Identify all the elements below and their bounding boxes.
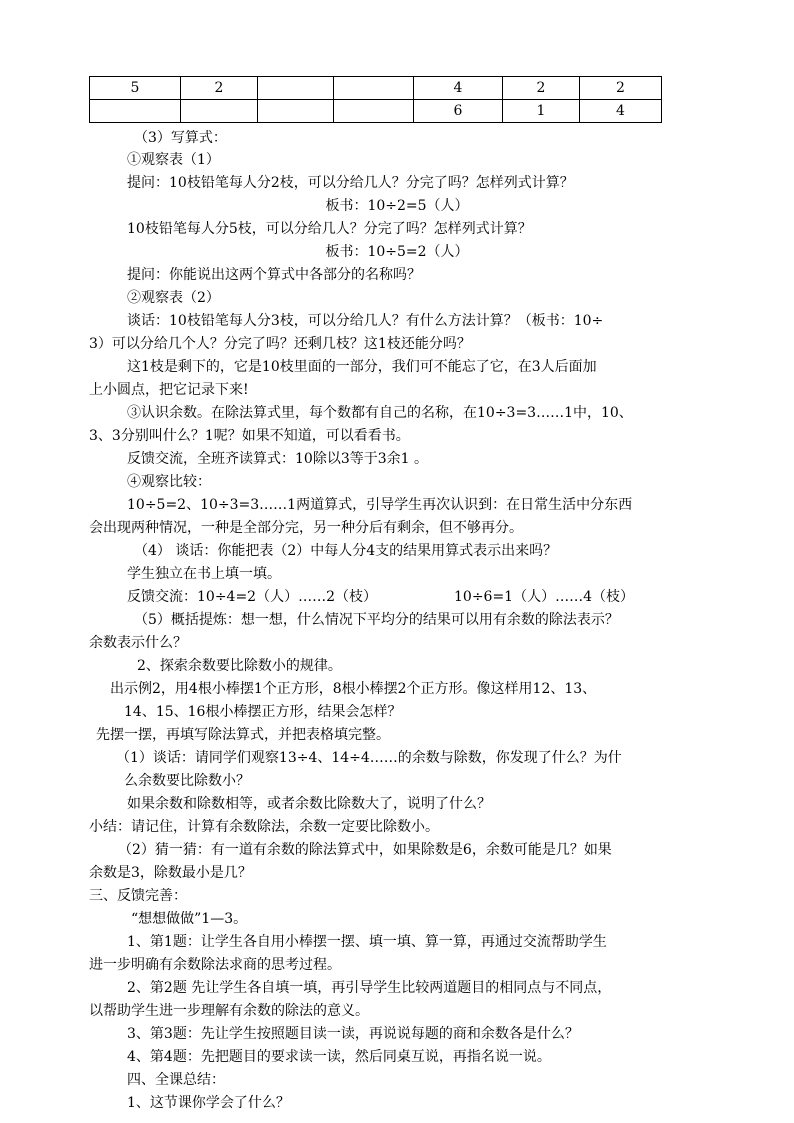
text-line: 先摆一摆，再填写除法算式，并把表格填完整。 — [96, 727, 390, 743]
text-line: 余数表示什么？ — [89, 635, 187, 651]
table-cell: 4 — [414, 77, 503, 100]
text-line: 余数是3，除数最小是几？ — [89, 865, 252, 881]
text-line: 4、第4题：先把题目的要求读一读，然后同桌互说，再指名说一说。 — [127, 1049, 551, 1065]
text-line: ④观察比较： — [127, 474, 211, 490]
text-line: 提问：10枝铅笔每人分2枝，可以分给几人？分完了吗？怎样列式计算？ — [127, 175, 574, 191]
table-cell — [334, 100, 414, 123]
text-line: 学生独立在书上填一填。 — [127, 566, 281, 582]
text-line: 3、第3题：先让学生按照题目读一读，再说说每题的商和余数各是什么？ — [127, 1026, 579, 1042]
table-cell: 5 — [90, 77, 181, 100]
text-line: 小结：请记住，计算有余数除法，余数一定要比除数小。 — [89, 819, 439, 835]
text-line: ①观察表（1） — [127, 152, 220, 168]
text-line: 反馈交流：10÷4=2（人）……2（枝） — [127, 589, 377, 605]
text-line: 上小圆点，把它记录下来! — [89, 382, 249, 398]
text-line: “想想做做”1—3。 — [131, 911, 248, 927]
table-cell: 1 — [503, 100, 580, 123]
text-line: 反馈交流，全班齐读算式：10除以3等于3余1 。 — [127, 451, 428, 467]
text-line: 以帮助学生进一步理解有余数的除法的意义。 — [89, 1003, 369, 1019]
table-cell: 6 — [414, 100, 503, 123]
table-row — [90, 100, 662, 123]
text-line: 1、这节课你学会了什么？ — [127, 1095, 290, 1111]
text-line: 3、3分别叫什么？1呢？如果不知道，可以看看书。 — [89, 428, 410, 444]
text-line: 3）可以分给几个人？分完了吗？还剩几枝？这1枝还能分吗？ — [89, 336, 471, 352]
text-line: 板书：10÷2=5（人） — [325, 198, 469, 214]
text-line: （3）写算式： — [134, 130, 227, 146]
text-line: 14、15、16根小棒摆正方形，结果会怎样？ — [124, 704, 402, 720]
table-cell — [90, 100, 181, 123]
table-row — [90, 77, 662, 100]
text-line: 如果余数和除数相等，或者余数比除数大了，说明了什么？ — [127, 796, 491, 812]
text-line: 板书：10÷5=2（人） — [325, 244, 469, 260]
text-line: 么余数要比除数小？ — [124, 773, 250, 789]
text-line: 10枝铅笔每人分5枝，可以分给几人？分完了吗？怎样列式计算？ — [127, 221, 532, 237]
text-line: （5）概括提炼：想一想，什么情况下平均分的结果可以用有余数的除法表示？ — [134, 612, 619, 628]
text-line: 进一步明确有余数除法求商的思考过程。 — [89, 957, 341, 973]
text-line: 出示例2，用4根小棒摆1个正方形，8根小棒摆2个正方形。像这样用12、13、 — [110, 681, 597, 697]
table-cell — [181, 100, 258, 123]
text-line: 三、反馈完善： — [89, 888, 187, 904]
text-line: 1、第1题：让学生各自用小棒摆一摆、填一填、算一算，再通过交流帮助学生 — [127, 934, 607, 950]
text-line: 这1枝是剩下的，它是10枝里面的一部分，我们可不能忘了它，在3人后面加 — [127, 359, 597, 375]
text-line: ③认识余数。在除法算式里，每个数都有自己的名称，在10÷3=3……1中，10、 — [127, 405, 633, 421]
data-table — [89, 76, 662, 123]
text-line: 10÷5=2、10÷3=3……1两道算式，引导学生再次认识到：在日常生活中分东西 — [127, 497, 633, 513]
text-line: 10÷6=1（人）……4（枝） — [454, 589, 634, 605]
text-line: ②观察表（2） — [127, 290, 220, 306]
table-cell: 2 — [181, 77, 258, 100]
table-cell — [258, 77, 334, 100]
text-line: （4） 谈话：你能把表（2）中每人分4支的结果用算式表示出来吗？ — [134, 543, 558, 559]
text-line: 谈话：10枝铅笔每人分3枝，可以分给几人？有什么方法计算？（板书：10÷ — [127, 313, 604, 329]
table-cell: 2 — [503, 77, 580, 100]
table-cell: 2 — [580, 77, 662, 100]
text-line: （1）谈话：请同学们观察13÷4、14÷4……的余数与除数，你发现了什么？为什 — [116, 750, 622, 766]
table-cell — [334, 77, 414, 100]
text-line: 四、全课总结： — [127, 1072, 225, 1088]
text-line: 2、第2题 先让学生各自填一填，再引导学生比较两道题目的相同点与不同点， — [127, 980, 612, 996]
text-line: （2）猜一猜：有一道有余数的除法算式中，如果除数是6，余数可能是几？如果 — [118, 842, 612, 858]
text-line: 2、探索余数要比除数小的规律。 — [137, 658, 342, 674]
table-cell: 4 — [580, 100, 662, 123]
table-cell — [258, 100, 334, 123]
text-line: 提问：你能说出这两个算式中各部分的名称吗？ — [127, 267, 421, 283]
text-line: 会出现两种情况，一种是全部分完，另一种分后有剩余，但不够再分。 — [89, 520, 523, 536]
